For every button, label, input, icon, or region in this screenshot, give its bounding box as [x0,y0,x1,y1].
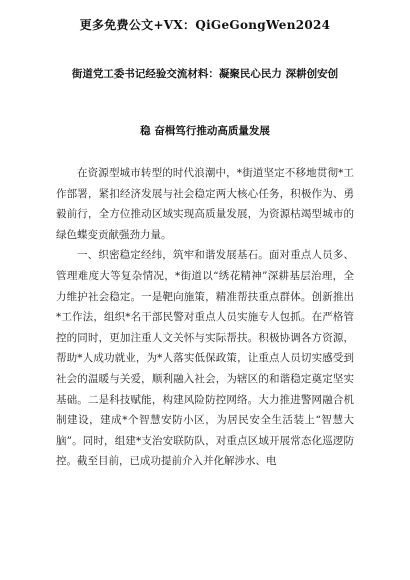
document-body [56,163,354,472]
paragraph-intro: 在资源型城市转型的时代浪潮中，*街道坚定不移地贯彻*工作部署，紧扣经济发展与社会稳定两大核心任务，积极作为、勇毅前行，全方位推动区域实现高质量发展，为资源枯竭型城市的绿色蝶变贡献强劲力量。 [56,167,354,241]
paragraph-section-one: 一、织密稳定经纬，筑牢和谐发展基石。面对重点人员多、管理难度大等复杂情况，*街道以“绣花精神”深耕基层治理，全力维护社会稳定。一是靶向施策，精准帮扶重点群体。创新推出*工作法，组织*名干部民警对重点人员实施专人包抓。在严格管控的同时，更加注重人文关怀与实际帮扶。积极协调各方资源，帮助*人成功就业，为*人落实低保政策，让重点人员切实感受到社会的温暖与关爱，顺利融入社会，为辖区的和谐稳定奠定坚实基础。二是科技赋能，构建风险防控网络。大力推进警网融合机制建设，建成*个智慧安防小区，为居民安全生活装上“智慧大脑”。同时，组建*支治安联防队，对重点区域开展常态化巡逻防控。截至目前，已成功提前介入并化解涉水、电 [56,249,354,468]
document-title-line-2: 稳 奋楫笃行推动高质量发展 [140,125,270,137]
header-watermark: 更多免费公文+VX：QiGeGongWen2024 [79,18,331,32]
document-title-line-1: 街道党工委书记经验交流材料：凝聚民心民力 深耕创安创 [71,68,339,80]
